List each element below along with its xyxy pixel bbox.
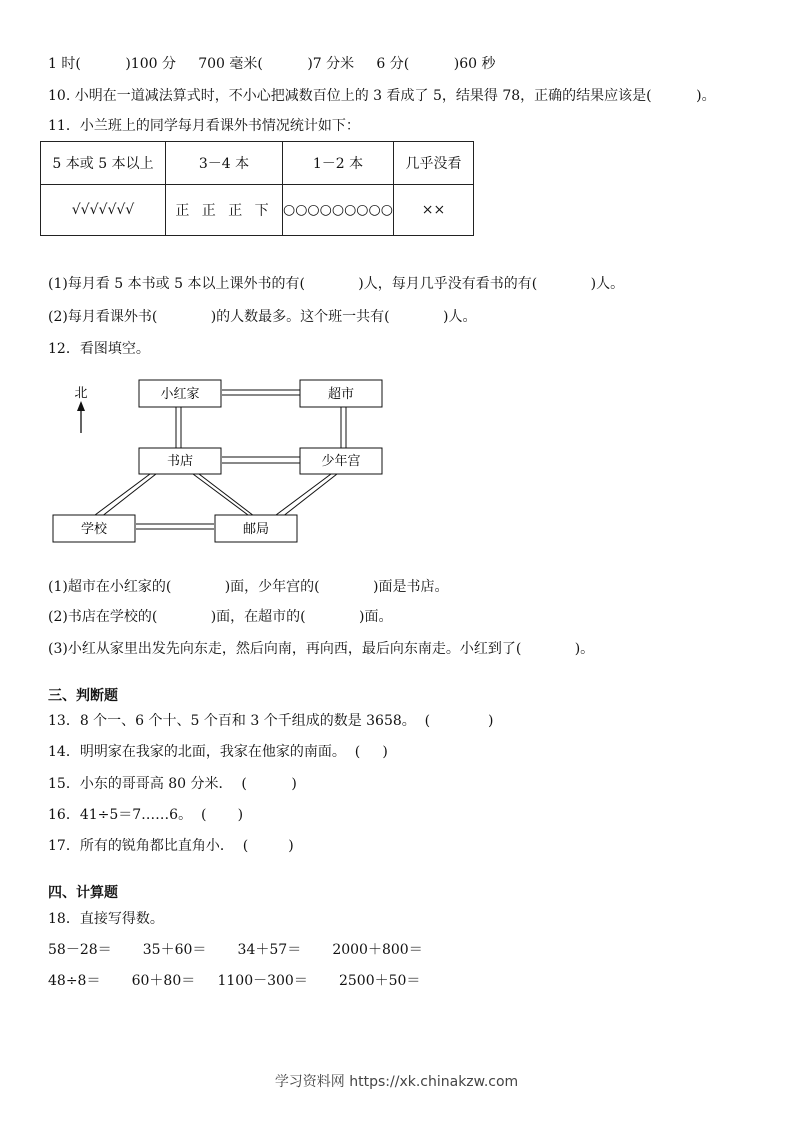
svg-text:少年宫: 少年宫 (321, 454, 361, 469)
question-11-title: 11．小兰班上的同学每月看课外书情况统计如下： (48, 118, 360, 134)
north-label: 北 (74, 386, 88, 401)
place-youth-palace (300, 448, 382, 474)
north-arrow-icon (77, 401, 85, 411)
north-indicator (74, 386, 87, 433)
question-12-title: 12．看图填空。 (48, 341, 150, 357)
svg-text:学校: 学校 (80, 522, 108, 537)
question-12-part-3: (3)小红从家里出发先向东走，然后向南，再向西，最后向东南走。小红到了( )。 (48, 641, 595, 657)
question-12-part-2: (2)书店在学校的( )面，在超市的( )面。 (48, 609, 393, 625)
route-map (48, 375, 393, 550)
header-none: 几乎没看 (393, 142, 473, 185)
calc-row-2: 48÷8＝ 60＋80＝ 1100－300＝ 2500＋50＝ (48, 973, 421, 989)
header-5-plus: 5 本或 5 本以上 (41, 142, 166, 185)
place-school (53, 515, 135, 542)
reading-tally-table (40, 141, 474, 236)
svg-text:小红家: 小红家 (160, 387, 200, 402)
svg-text:超市: 超市 (327, 387, 355, 402)
question-15: 15．小东的哥哥高 80 分米． ( ) (48, 776, 297, 792)
question-11-part-1: (1)每月看 5 本书或 5 本以上课外书的有( )人，每月几乎没有看书的有( )人。 (48, 276, 625, 292)
question-12-part-1: (1)超市在小红家的( )面，少年宫的( )面是书店。 (48, 579, 449, 595)
question-14: 14．明明家在我家的北面，我家在他家的南面。 ( ) (48, 744, 388, 760)
tally-checkmarks: √√√√√√√ (41, 185, 166, 236)
q9-conversion-line: 1 时( )100 分 700 毫米( )7 分米 6 分( )60 秒 (48, 56, 496, 72)
svg-text:邮局: 邮局 (242, 522, 270, 537)
place-xiaohong-home (139, 380, 221, 407)
section-4-heading: 四、计算题 (48, 885, 118, 901)
question-10: 10. 小明在一道减法算式时，不小心把减数百位上的 3 看成了 5，结果得 78，正确的结果应该是( )。 (48, 88, 716, 104)
place-post-office (215, 515, 297, 542)
calc-row-1: 58－28＝ 35＋60＝ 34＋57＝ 2000＋800＝ (48, 942, 423, 958)
tally-circles: ○○○○○○○○○ (283, 185, 394, 236)
tally-crosses: ×× (393, 185, 473, 236)
question-18-title: 18．直接写得数。 (48, 911, 164, 927)
page-footer: 学习资料网 https://xk.chinakzw.com (274, 1074, 519, 1090)
question-13: 13．8 个一、6 个十、5 个百和 3 个千组成的数是 3658。 ( ) (48, 713, 494, 729)
question-17: 17．所有的锐角都比直角小． ( ) (48, 838, 294, 854)
question-16: 16．41÷5＝7……6。 ( ) (48, 807, 244, 823)
section-3-heading: 三、判断题 (48, 688, 118, 704)
header-1-2: 1－2 本 (283, 142, 394, 185)
tally-zheng-marks: 正 正 正 下 (166, 185, 283, 236)
place-supermarket (300, 380, 382, 407)
header-3-4: 3－4 本 (166, 142, 283, 185)
question-11-part-2: (2)每月看课外书( )的人数最多。这个班一共有( )人。 (48, 309, 477, 325)
svg-text:书店: 书店 (166, 454, 194, 469)
place-bookstore (139, 448, 221, 474)
